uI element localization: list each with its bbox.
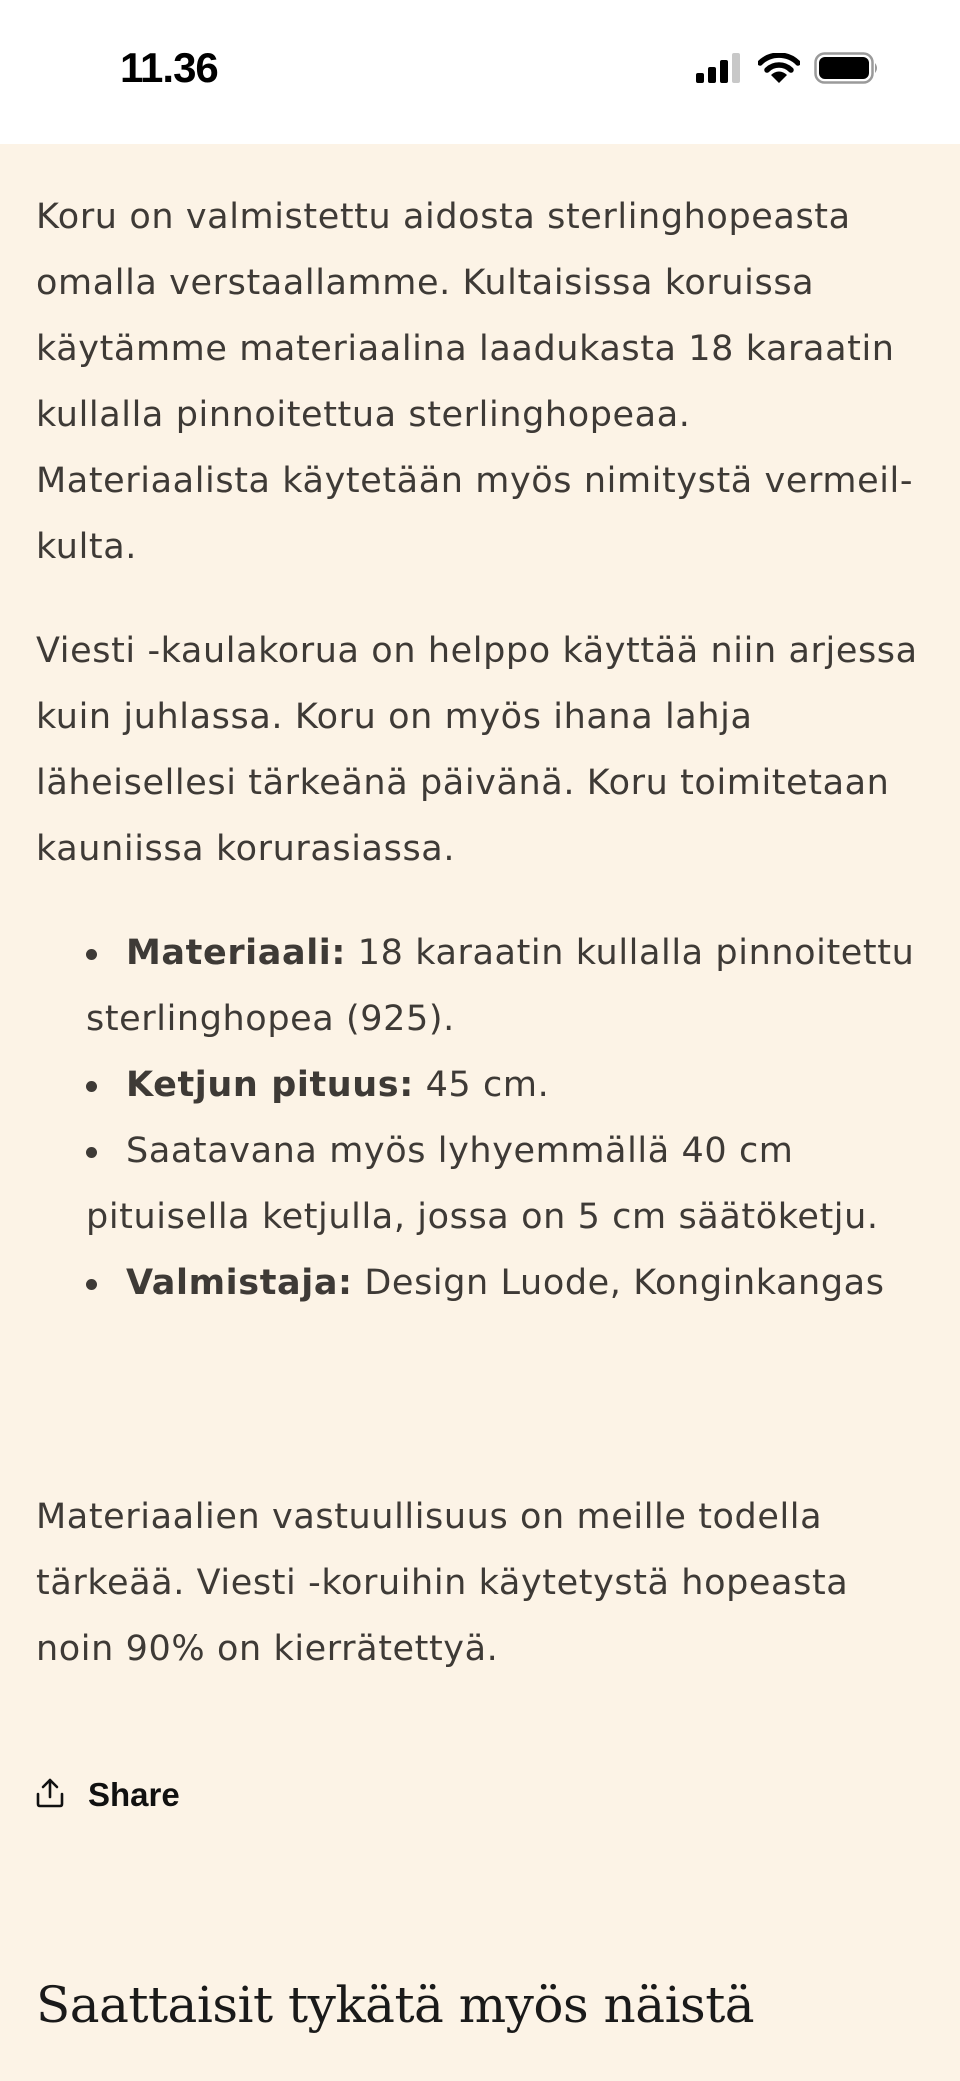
share-label: Share (88, 1776, 180, 1813)
status-bar (0, 0, 960, 144)
share-upload-icon (36, 1778, 64, 1812)
detail-label: Materiaali: (126, 933, 347, 973)
product-details-list (36, 920, 916, 1316)
sustainability-paragraph: Materiaalien vastuullisuus on meille todella tärkeää. Viesti -koruihin käytetystä hopeasta noin 90% on kierrätettyä. (36, 1497, 849, 1669)
recommendations-heading: Saattaisit tykätä myös näistä (36, 1976, 755, 2034)
bullet-icon (86, 1081, 97, 1092)
bullet-icon (86, 1279, 97, 1290)
detail-item-availability (36, 1118, 916, 1250)
bullet-icon (86, 1147, 97, 1158)
detail-value: 45 cm. (413, 1065, 550, 1105)
description-paragraph-1: Koru on valmistettu aidosta sterlinghopeasta omalla verstaallamme. Kultaisissa koruissa käytämme materiaalina laadukasta 18 karaatin kullalla pinnoitettua sterlinghopeaa. Materiaalista käytetään myös nimitystä vermeil-kulta. (36, 197, 914, 567)
status-time: 11.36 (120, 44, 218, 91)
cellular-signal-icon (696, 53, 744, 87)
battery-icon (814, 52, 880, 88)
detail-value: 18 karaatin kullalla pinnoitettu sterlinghopea (925). (86, 933, 915, 1039)
detail-value: Saatavana myös lyhyemmällä 40 cm pituisella ketjulla, jossa on 5 cm säätöketju. (86, 1131, 879, 1237)
status-icons (696, 52, 880, 88)
description-paragraph-2: Viesti -kaulakorua on helppo käyttää niin arjessa kuin juhlassa. Koru on myös ihana lahja läheisellesi tärkeänä päivänä. Koru toimitetaan kauniissa korurasiassa. (36, 631, 918, 869)
detail-item-chain-length (36, 1052, 916, 1118)
wifi-icon (758, 53, 800, 87)
detail-item-material (36, 920, 916, 1052)
share-button[interactable] (36, 1776, 180, 1814)
detail-label: Ketjun pituus: (126, 1065, 414, 1105)
detail-item-manufacturer (36, 1250, 916, 1316)
bullet-icon (86, 949, 97, 960)
detail-label: Valmistaja: (126, 1263, 353, 1303)
detail-value: Design Luode, Konginkangas (352, 1263, 885, 1303)
